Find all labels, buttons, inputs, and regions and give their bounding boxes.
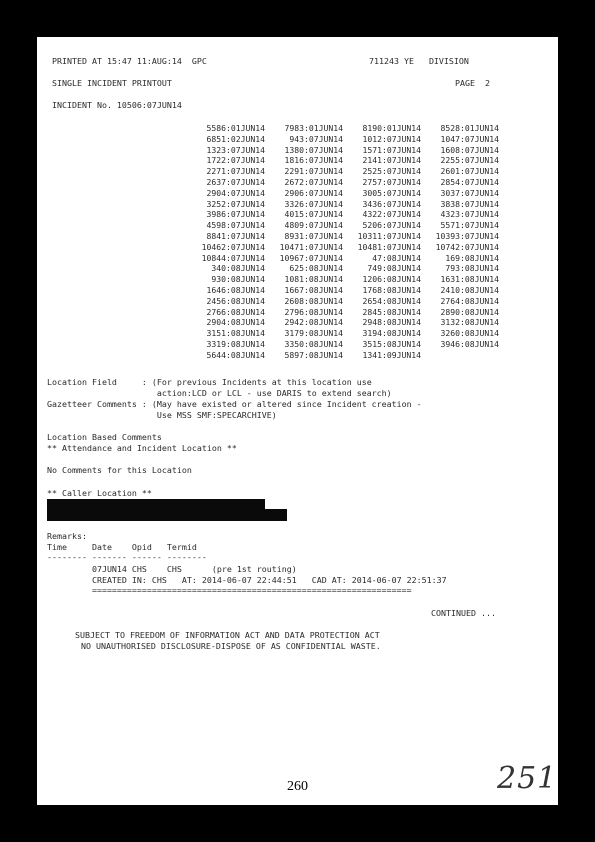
reference-row (187, 209, 499, 220)
division: 711243 YE DIVISION (369, 56, 469, 66)
reference-cell: 625:08JUN14 (289, 263, 343, 274)
printed-at: PRINTED AT 15:47 11:AUG:14 GPC (52, 56, 207, 66)
reference-row (187, 199, 499, 210)
reference-cell: 1380:07JUN14 (284, 144, 343, 155)
reference-cell: 2456:08JUN14 (206, 295, 265, 306)
reference-row (187, 123, 499, 134)
reference-cell: 2757:07JUN14 (362, 176, 421, 187)
reference-row (187, 307, 499, 318)
reference-cell: 1722:07JUN14 (206, 155, 265, 166)
reference-cell: 2904:08JUN14 (206, 317, 265, 328)
reference-cell: 10393:07JUN14 (435, 230, 499, 241)
remarks-line1: 07JUN14 CHS CHS (pre 1st routing) (47, 564, 297, 574)
reference-cell: 2255:07JUN14 (440, 155, 499, 166)
reference-cell: 3838:07JUN14 (440, 198, 499, 209)
reference-cell: 2291:07JUN14 (284, 166, 343, 177)
reference-row (187, 285, 499, 296)
reference-cell: 3350:08JUN14 (284, 338, 343, 349)
reference-cell: 2271:07JUN14 (206, 166, 265, 177)
reference-row (187, 220, 499, 231)
reference-cell: 943:07JUN14 (289, 133, 343, 144)
reference-cell: 3132:08JUN14 (440, 317, 499, 328)
reference-cell: 3986:07JUN14 (206, 209, 265, 220)
reference-cell: 4809:07JUN14 (284, 220, 343, 231)
reference-cell: 1323:07JUN14 (206, 144, 265, 155)
redaction-bar (47, 509, 287, 521)
reference-cell: 10844:07JUN14 (201, 252, 265, 263)
reference-cell: 169:08JUN14 (445, 252, 499, 263)
reference-cell: 10462:07JUN14 (201, 241, 265, 252)
reference-cell: 2906:07JUN14 (284, 187, 343, 198)
reference-cell: 8931:07JUN14 (284, 230, 343, 241)
reference-row (187, 166, 499, 177)
reference-cell: 340:08JUN14 (211, 263, 265, 274)
reference-row (187, 134, 499, 145)
reference-cell: 10481:07JUN14 (357, 241, 421, 252)
reference-row (187, 263, 499, 274)
gazetteer-line2: Use MSS SMF:SPECARCHIVE) (47, 410, 277, 420)
reference-row (187, 339, 499, 350)
reference-cell: 47:08JUN14 (372, 252, 421, 263)
reference-cell: 8841:07JUN14 (206, 230, 265, 241)
reference-cell: 3436:07JUN14 (362, 198, 421, 209)
reference-cell: 793:08JUN14 (445, 263, 499, 274)
reference-cell: 2890:08JUN14 (440, 306, 499, 317)
reference-cell: 2796:08JUN14 (284, 306, 343, 317)
reference-cell: 2764:08JUN14 (440, 295, 499, 306)
reference-cell: 3515:08JUN14 (362, 338, 421, 349)
reference-cell: 2601:07JUN14 (440, 166, 499, 177)
reference-row (187, 296, 499, 307)
reference-cell: 2608:08JUN14 (284, 295, 343, 306)
reference-row (187, 155, 499, 166)
reference-row (187, 274, 499, 285)
reference-cell: 5644:08JUN14 (206, 349, 265, 360)
incident-number: INCIDENT No. 10506:07JUN14 (52, 100, 182, 110)
reference-cell: 1631:08JUN14 (440, 274, 499, 285)
reference-cell: 1012:07JUN14 (362, 133, 421, 144)
reference-cell: 930:08JUN14 (211, 274, 265, 285)
reference-cell: 2141:07JUN14 (362, 155, 421, 166)
remarks-rule2: ================================================================ (47, 585, 412, 595)
reference-cell: 2904:07JUN14 (206, 187, 265, 198)
reference-cell: 7983:01JUN14 (284, 123, 343, 133)
reference-row (187, 188, 499, 199)
location-comments-heading: Location Based Comments (47, 432, 162, 442)
reference-cell: 10967:07JUN14 (279, 252, 343, 263)
printout-title: SINGLE INCIDENT PRINTOUT (52, 78, 172, 88)
reference-cell: 5897:08JUN14 (284, 349, 343, 360)
reference-row (187, 242, 499, 253)
reference-cell: 4322:07JUN14 (362, 209, 421, 220)
incident-reference-grid (187, 123, 499, 361)
reference-row (187, 145, 499, 156)
reference-cell: 1768:08JUN14 (362, 284, 421, 295)
reference-cell: 749:08JUN14 (367, 263, 421, 274)
reference-cell: 4015:07JUN14 (284, 209, 343, 220)
reference-cell: 3946:08JUN14 (440, 338, 499, 349)
reference-cell: 10742:07JUN14 (435, 241, 499, 252)
remarks-line2: CREATED IN: CHS AT: 2014-06-07 22:44:51 CAD AT: 2014-06-07 22:51:37 (47, 575, 447, 585)
reference-cell: 2948:08JUN14 (362, 317, 421, 328)
reference-cell: 1608:07JUN14 (440, 144, 499, 155)
reference-row (187, 328, 499, 339)
reference-row (187, 177, 499, 188)
reference-cell: 2410:08JUN14 (440, 284, 499, 295)
location-field-line2: action:LCD or LCL - use DARIS to extend search) (47, 388, 392, 398)
reference-cell: 10311:07JUN14 (357, 230, 421, 241)
folio-number: 260 (287, 779, 308, 794)
reference-cell: 6851:02JUN14 (206, 133, 265, 144)
reference-cell: 5206:07JUN14 (362, 220, 421, 231)
reference-cell: 4598:07JUN14 (206, 220, 265, 231)
page-number: PAGE 2 (455, 78, 490, 88)
reference-row (187, 253, 499, 264)
attendance-heading: ** Attendance and Incident Location ** (47, 443, 237, 453)
disclaimer-line2: NO UNAUTHORISED DISCLOSURE-DISPOSE OF AS CONFIDENTIAL WASTE. (81, 641, 381, 651)
reference-cell: 3005:07JUN14 (362, 187, 421, 198)
reference-cell: 2766:08JUN14 (206, 306, 265, 317)
handwritten-number: 251 (497, 761, 558, 796)
remarks-columns: Time Date Opid Termid (47, 542, 197, 552)
reference-cell: 1816:07JUN14 (284, 155, 343, 166)
reference-cell: 1341:09JUN14 (362, 349, 421, 360)
reference-cell: 3319:08JUN14 (206, 338, 265, 349)
document-page (37, 37, 558, 805)
reference-cell: 2672:07JUN14 (284, 176, 343, 187)
remarks-label: Remarks: (47, 531, 87, 541)
reference-cell: 10471:07JUN14 (279, 241, 343, 252)
no-comments: No Comments for this Location (47, 465, 192, 475)
reference-cell: 3194:08JUN14 (362, 328, 421, 339)
reference-cell: 2942:08JUN14 (284, 317, 343, 328)
reference-cell: 3326:07JUN14 (284, 198, 343, 209)
reference-cell: 1667:08JUN14 (284, 284, 343, 295)
reference-cell: 1206:08JUN14 (362, 274, 421, 285)
reference-row (187, 317, 499, 328)
reference-cell: 5571:07JUN14 (440, 220, 499, 231)
reference-cell: 8190:01JUN14 (362, 123, 421, 133)
disclaimer-line1: SUBJECT TO FREEDOM OF INFORMATION ACT AND DATA PROTECTION ACT (75, 630, 380, 640)
reference-cell: 3252:07JUN14 (206, 198, 265, 209)
reference-cell: 2654:08JUN14 (362, 295, 421, 306)
location-field-line1: Location Field : (For previous Incidents at this location use (47, 377, 372, 387)
reference-cell: 4323:07JUN14 (440, 209, 499, 220)
reference-cell: 2525:07JUN14 (362, 166, 421, 177)
reference-cell: 1081:08JUN14 (284, 274, 343, 285)
reference-cell: 2854:07JUN14 (440, 176, 499, 187)
remarks-rule: -------- ------- ------ -------- (47, 552, 207, 562)
caller-location-heading: ** Caller Location ** (47, 488, 152, 498)
reference-cell: 3260:08JUN14 (440, 328, 499, 339)
reference-row (187, 231, 499, 242)
reference-cell: 1047:07JUN14 (440, 133, 499, 144)
reference-cell: 3151:08JUN14 (206, 328, 265, 339)
reference-cell: 2845:08JUN14 (362, 306, 421, 317)
reference-cell: 2637:07JUN14 (206, 176, 265, 187)
gazetteer-line1: Gazetteer Comments : (May have existed or altered since Incident creation - (47, 399, 422, 409)
reference-cell: 3037:07JUN14 (440, 187, 499, 198)
reference-cell: 1571:07JUN14 (362, 144, 421, 155)
reference-cell: 3179:08JUN14 (284, 328, 343, 339)
reference-cell: 5586:01JUN14 (206, 123, 265, 133)
reference-row (187, 350, 499, 361)
reference-cell: 1646:08JUN14 (206, 284, 265, 295)
reference-cell: 8528:01JUN14 (440, 123, 499, 133)
continued-label: CONTINUED ... (431, 608, 496, 618)
